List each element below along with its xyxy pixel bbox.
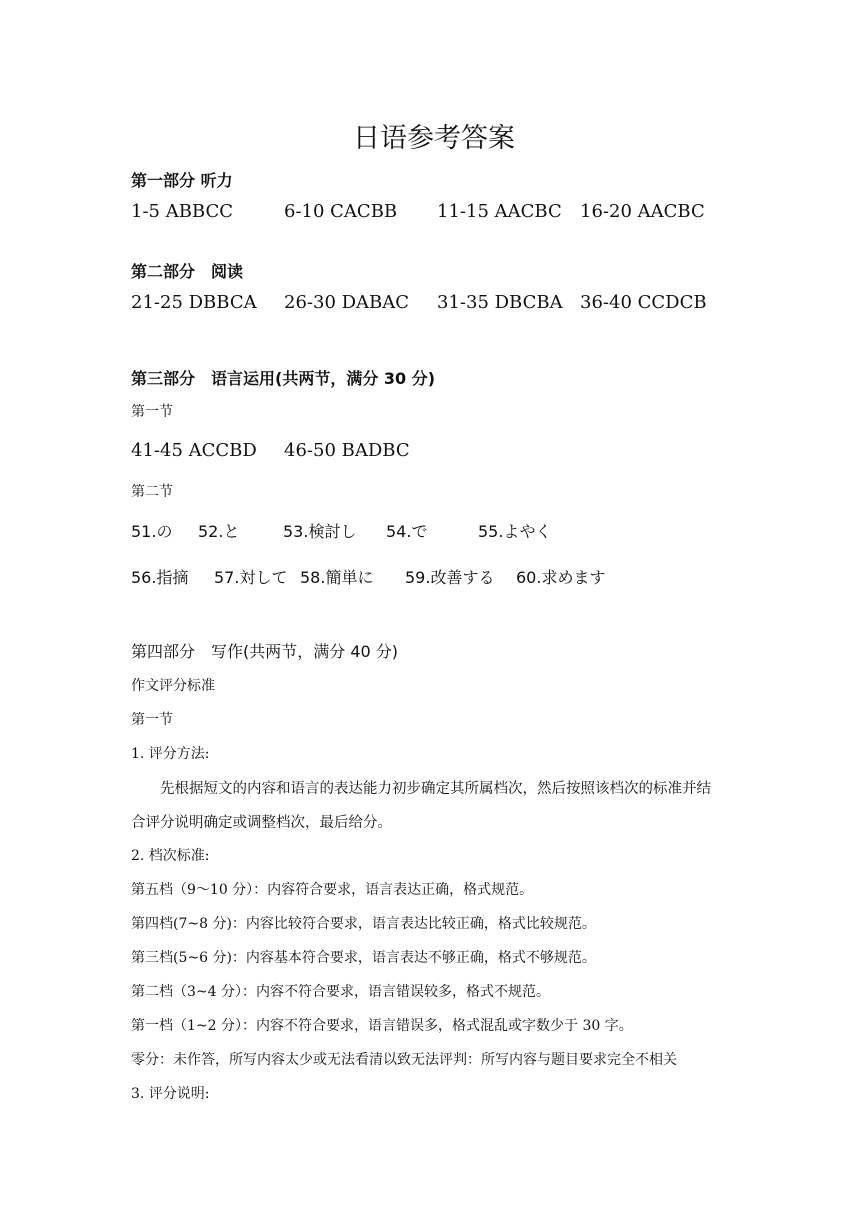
level-5: 第五档（9～10 分）：内容符合要求，语言表达正确，格式规范。 [131,882,534,898]
part1-answer-4: 16-20 AACBC [580,201,705,222]
part2-answer-2: 26-30 DABAC [284,292,410,313]
part3-section1-label: 第一节 [131,404,173,420]
part3-heading: 第三部分 语言运用(共两节，满分 30 分) [131,369,436,388]
notes-title: 3. 评分说明: [131,1086,210,1102]
level-1: 第一档（1~2 分）：内容不符合要求，语言错误多，格式混乱或字数少于 30 字。 [131,1018,633,1034]
part1-heading: 第一部分 听力 [131,171,233,190]
part3-answer-53: 53.検討し [283,522,357,541]
part3-answer-52: 52.と [198,522,240,541]
level-3: 第三档(5~6 分)：内容基本符合要求，语言表达不够正确，格式不够规范。 [131,950,596,966]
page-title: 日语参考答案 [353,123,515,154]
part2-answer-1: 21-25 DBBCA [131,292,257,313]
part3-section1-answer-2: 46-50 BADBC [284,440,410,461]
part2-heading: 第二部分 阅读 [131,262,244,281]
part3-answer-60: 60.求めます [516,568,606,587]
part3-answer-51: 51.の [131,522,173,541]
part1-answer-1: 1-5 ABBCC [131,201,234,222]
method-title: 1. 评分方法: [131,746,210,762]
method-line-2: 合评分说明确定或调整档次，最后给分。 [131,815,392,831]
part3-answer-55: 55.よやく [478,522,552,541]
part4-heading: 第四部分 写作(共两节，满分 40 分) [131,642,399,661]
part3-answer-54: 54.で [386,522,428,541]
part3-answer-57: 57.対して [214,568,288,587]
criteria-title: 作文评分标准 [131,678,215,694]
part1-answer-2: 6-10 CACBB [284,201,398,222]
part3-section2-label: 第二节 [131,484,173,500]
part3-answer-58: 58.簡単に [300,568,374,587]
part2-answer-3: 31-35 DBCBA [437,292,563,313]
level-zero: 零分：未作答，所写内容太少或无法看清以致无法评判：所写内容与题目要求完全不相关 [131,1052,677,1068]
part3-answer-59: 59.改善する [405,568,495,587]
part1-answer-3: 11-15 AACBC [437,201,562,222]
level-4: 第四档(7~8 分)：内容比较符合要求，语言表达比较正确，格式比较规范。 [131,916,596,932]
level-2: 第二档（3~4 分）：内容不符合要求，语言错误较多，格式不规范。 [131,984,550,1000]
part4-section1-label: 第一节 [131,712,173,728]
method-line-1: 先根据短文的内容和语言的表达能力初步确定其所属档次，然后按照该档次的标准并结 [160,781,711,797]
part3-section1-answer-1: 41-45 ACCBD [131,440,257,461]
part3-answer-56: 56.指摘 [131,568,189,587]
levels-title: 2. 档次标准: [131,848,210,864]
part2-answer-4: 36-40 CCDCB [580,292,707,313]
